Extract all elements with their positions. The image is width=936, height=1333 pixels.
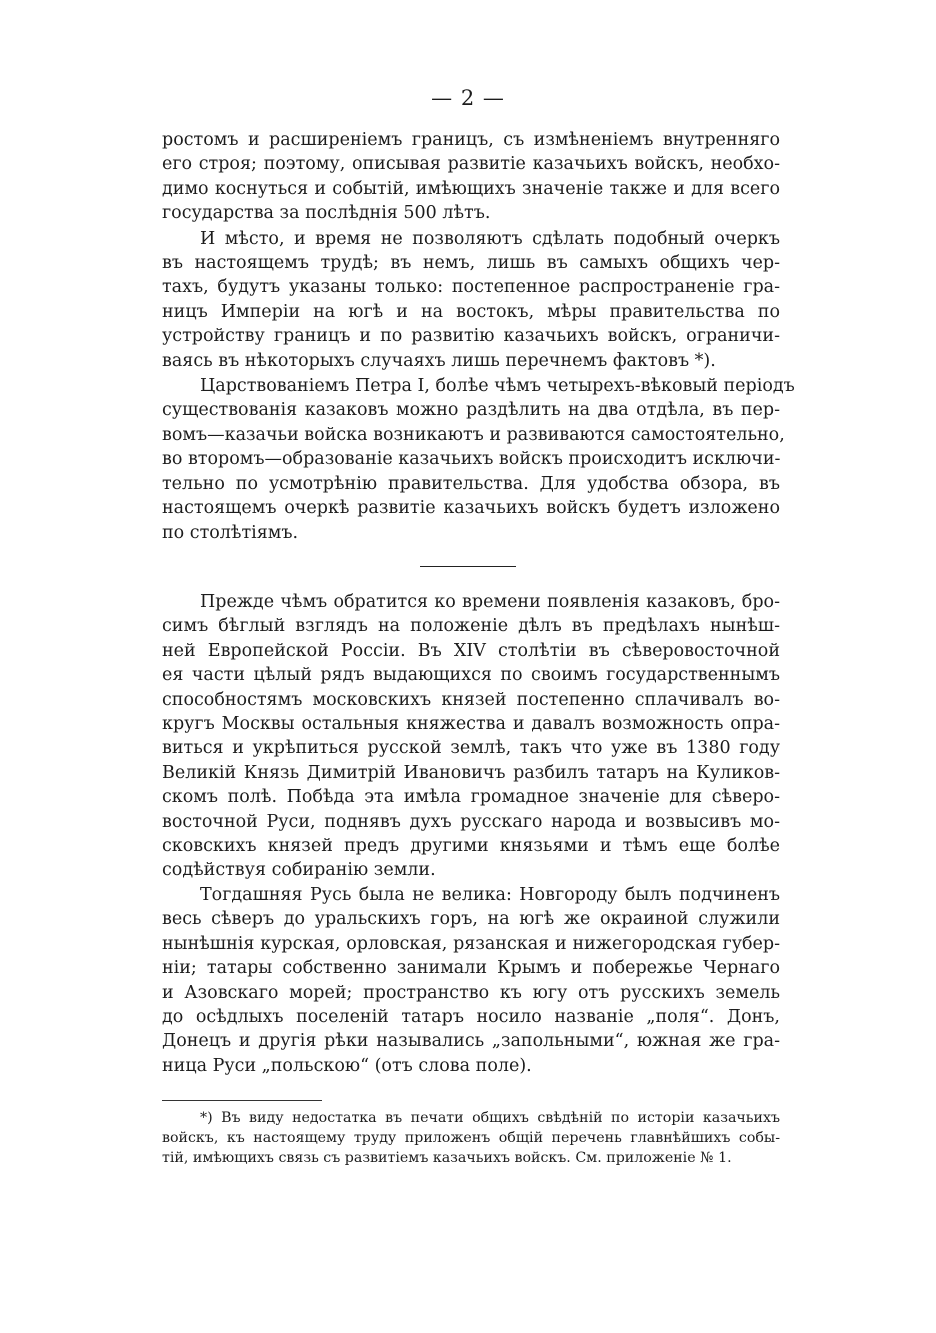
text-line: во второмъ—образованіе казачьихъ войскъ происходитъ исключи- xyxy=(162,449,781,470)
page-number: — 2 — xyxy=(431,86,505,110)
text-line: вомъ—казачьи войска возникаютъ и развиваются самостоятельно, xyxy=(162,424,785,445)
text-line: государства за послѣднія 500 лѣтъ. xyxy=(162,203,491,224)
paragraph xyxy=(162,883,780,1078)
footnote xyxy=(162,1108,780,1168)
text-line: ея части цѣлый рядъ выдающихся по своимъ государственнымъ xyxy=(162,665,780,686)
text-line: существованія казаковъ можно раздѣлить на два отдѣла, въ пер- xyxy=(162,400,780,421)
text-line: устройству границъ и по развитію казачьихъ войскъ, ограничи- xyxy=(162,326,780,347)
text-line: въ настоящемъ трудѣ; въ немъ, лишь въ самыхъ общихъ чер- xyxy=(162,253,780,274)
text-line: ваясь въ нѣкоторыхъ случаяхъ лишь перечнемъ фактовъ *). xyxy=(162,350,716,371)
text-line: ніи; татары собственно занимали Крымъ и побережье Чернаго xyxy=(162,958,780,979)
section-intro xyxy=(162,128,795,545)
text-line: виться и укрѣпиться русской землѣ, такъ что уже въ 1380 году xyxy=(162,738,780,759)
text-line: содѣйствуя собиранію земли. xyxy=(162,860,436,881)
text-line: ростомъ и расширеніемъ границъ, съ измѣненіемъ внутренняго xyxy=(162,130,780,150)
text-line: тахъ, будутъ указаны только: постепенное распространеніе гра- xyxy=(162,277,780,298)
text-line: до осѣдлыхъ поселеній татаръ носило названіе „поля“. Донъ, xyxy=(162,1006,780,1027)
text-line: ницъ Имперіи на югѣ и на востокъ, мѣры правительства по xyxy=(162,301,780,322)
text-line: И мѣсто, и время не позволяютъ сдѣлать подобный очеркъ xyxy=(200,228,780,249)
text-line: нынѣшнія курская, орловская, рязанская и нижегородская губер- xyxy=(162,933,780,954)
text-line: по столѣтіямъ. xyxy=(162,522,299,543)
text-line: кругъ Москвы остальныя княжества и давалъ возможность опра- xyxy=(162,714,780,735)
text-line: весь сѣверъ до уральскихъ горъ, на югѣ же окраиной служили xyxy=(162,909,780,930)
text-line: восточной Руси, поднявъ духъ русскаго народа и возвысивъ мо- xyxy=(162,811,780,832)
text-line: Донецъ и другія рѣки назывались „запольными“, южная же гра- xyxy=(162,1031,780,1052)
text-line: Великій Князь Димитрій Ивановичъ разбилъ татаръ на Куликов- xyxy=(162,762,780,783)
section-divider xyxy=(420,566,516,567)
text-line: Тогдашняя Русь была не велика: Новгороду былъ подчиненъ xyxy=(200,884,780,905)
paragraph xyxy=(162,128,780,226)
text-line: ней Европейской Россіи. Въ XIV столѣтіи въ сѣверовосточной xyxy=(162,640,780,661)
paragraph xyxy=(162,590,780,883)
text-line: симъ бѣглый взглядъ на положеніе дѣлъ въ предѣлахъ нынѣш- xyxy=(162,616,780,637)
text-line: димо коснуться и событій, имѣющихъ значеніе также и для всего xyxy=(162,178,780,199)
paragraph xyxy=(162,374,795,545)
text-line: тельно по усмотрѣнію правительства. Для удобства обзора, въ xyxy=(162,473,780,494)
text-line: настоящемъ очеркѣ развитіе казачьихъ войскъ будетъ изложено xyxy=(162,498,780,519)
text-line: сковскихъ князей предъ другими князьями и тѣмъ еще болѣе xyxy=(162,836,780,857)
footnote-line: тій, имѣющихъ связь съ развитіемъ казачьихъ войскъ. См. приложеніе № 1. xyxy=(162,1150,732,1166)
footnote-line: *) Въ виду недостатка въ печати общихъ свѣдѣній по исторіи казачьихъ xyxy=(200,1110,780,1126)
text-line: способностямъ московскихъ князей постепенно сплачивалъ во- xyxy=(162,689,780,710)
text-line: ница Руси „польскою“ (отъ слова поле). xyxy=(162,1055,532,1076)
text-line: Царствованіемъ Петра I, болѣе чѣмъ четырехъ-вѣковый періодъ xyxy=(200,376,795,397)
text-line: скомъ полѣ. Побѣда эта имѣла громадное значеніе для сѣверо- xyxy=(162,787,780,808)
text-line: и Азовскаго морей; пространство къ югу отъ русскихъ земель xyxy=(162,982,780,1003)
paragraph xyxy=(162,227,780,373)
text-line: его строя; поэтому, описывая развитіе казачьихъ войскъ, необхо- xyxy=(162,154,780,175)
footnote-line: войскъ, къ настоящему труду приложенъ общій перечень главнѣйшихъ собы- xyxy=(162,1130,780,1146)
text-line: Прежде чѣмъ обратится ко времени появленія казаковъ, бро- xyxy=(200,592,780,612)
section-main xyxy=(162,590,780,1078)
footnote-divider xyxy=(162,1100,322,1101)
